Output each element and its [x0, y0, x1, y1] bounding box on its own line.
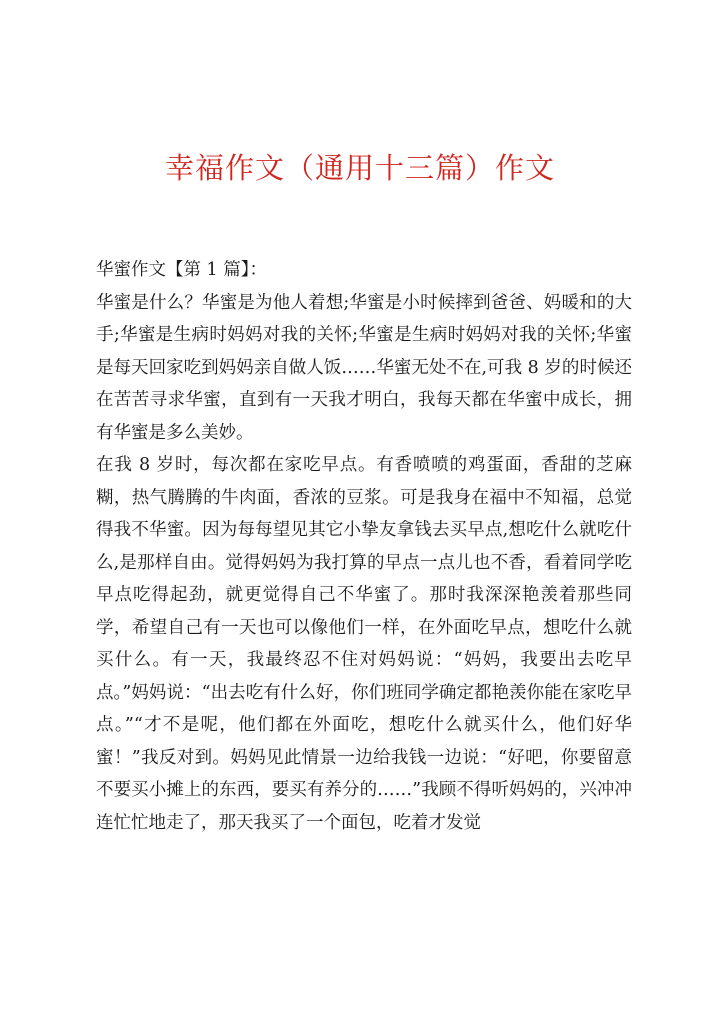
paragraph-1: 华蜜是什么？华蜜是为他人着想;华蜜是小时候摔到爸爸、妈暖和的大手;华蜜是生病时妈妈对我的关怀;华蜜是生病时妈妈对我的关怀;华蜜是每天回家吃到妈妈亲自做人饭……华蜜无处不在,可我 8 岁的时候还在苦苦寻求华蜜，直到有一天我才明白，我每天都在华蜜中成长，拥有华蜜是多么美妙。 — [96, 292, 632, 443]
section-heading: 华蜜作文【第 1 篇】： — [96, 260, 268, 280]
document-title: 幸福作文（通用十三篇）作文 — [164, 151, 555, 185]
paragraph-2: 在我 8 岁时，每次都在家吃早点。有香喷喷的鸡蛋面，香甜的芝麻糊，热气腾腾的牛肉面，香浓的豆浆。可是我身在福中不知福，总觉得我不华蜜。因为每每望见其它小挚友拿钱去买早点,想吃什么就吃什么,是那样自由。觉得妈妈为我打算的早点一点儿也不香，看着同学吃早点吃得起劲，就更觉得自己不华蜜了。那时我深深艳羡着那些同学，希望自己有一天也可以像他们一样，在外面吃早点，想吃什么就买什么。有一天，我最终忍不住对妈妈说：“妈妈，我要出去吃早点。”妈妈说：“出去吃有什么好，你们班同学确定都艳羡你能在家吃早点。”“才不是呢，他们都在外面吃，想吃什么就买什么，他们好华蜜！”我反对到。妈妈见此情景一边给我钱一边说：“好吧，你要留意不要买小摊上的东西，要买有养分的……”我顾不得听妈妈的，兴冲冲连忙忙地走了，那天我买了一个面包，吃着才发觉 — [96, 455, 632, 833]
document-body — [96, 254, 632, 839]
